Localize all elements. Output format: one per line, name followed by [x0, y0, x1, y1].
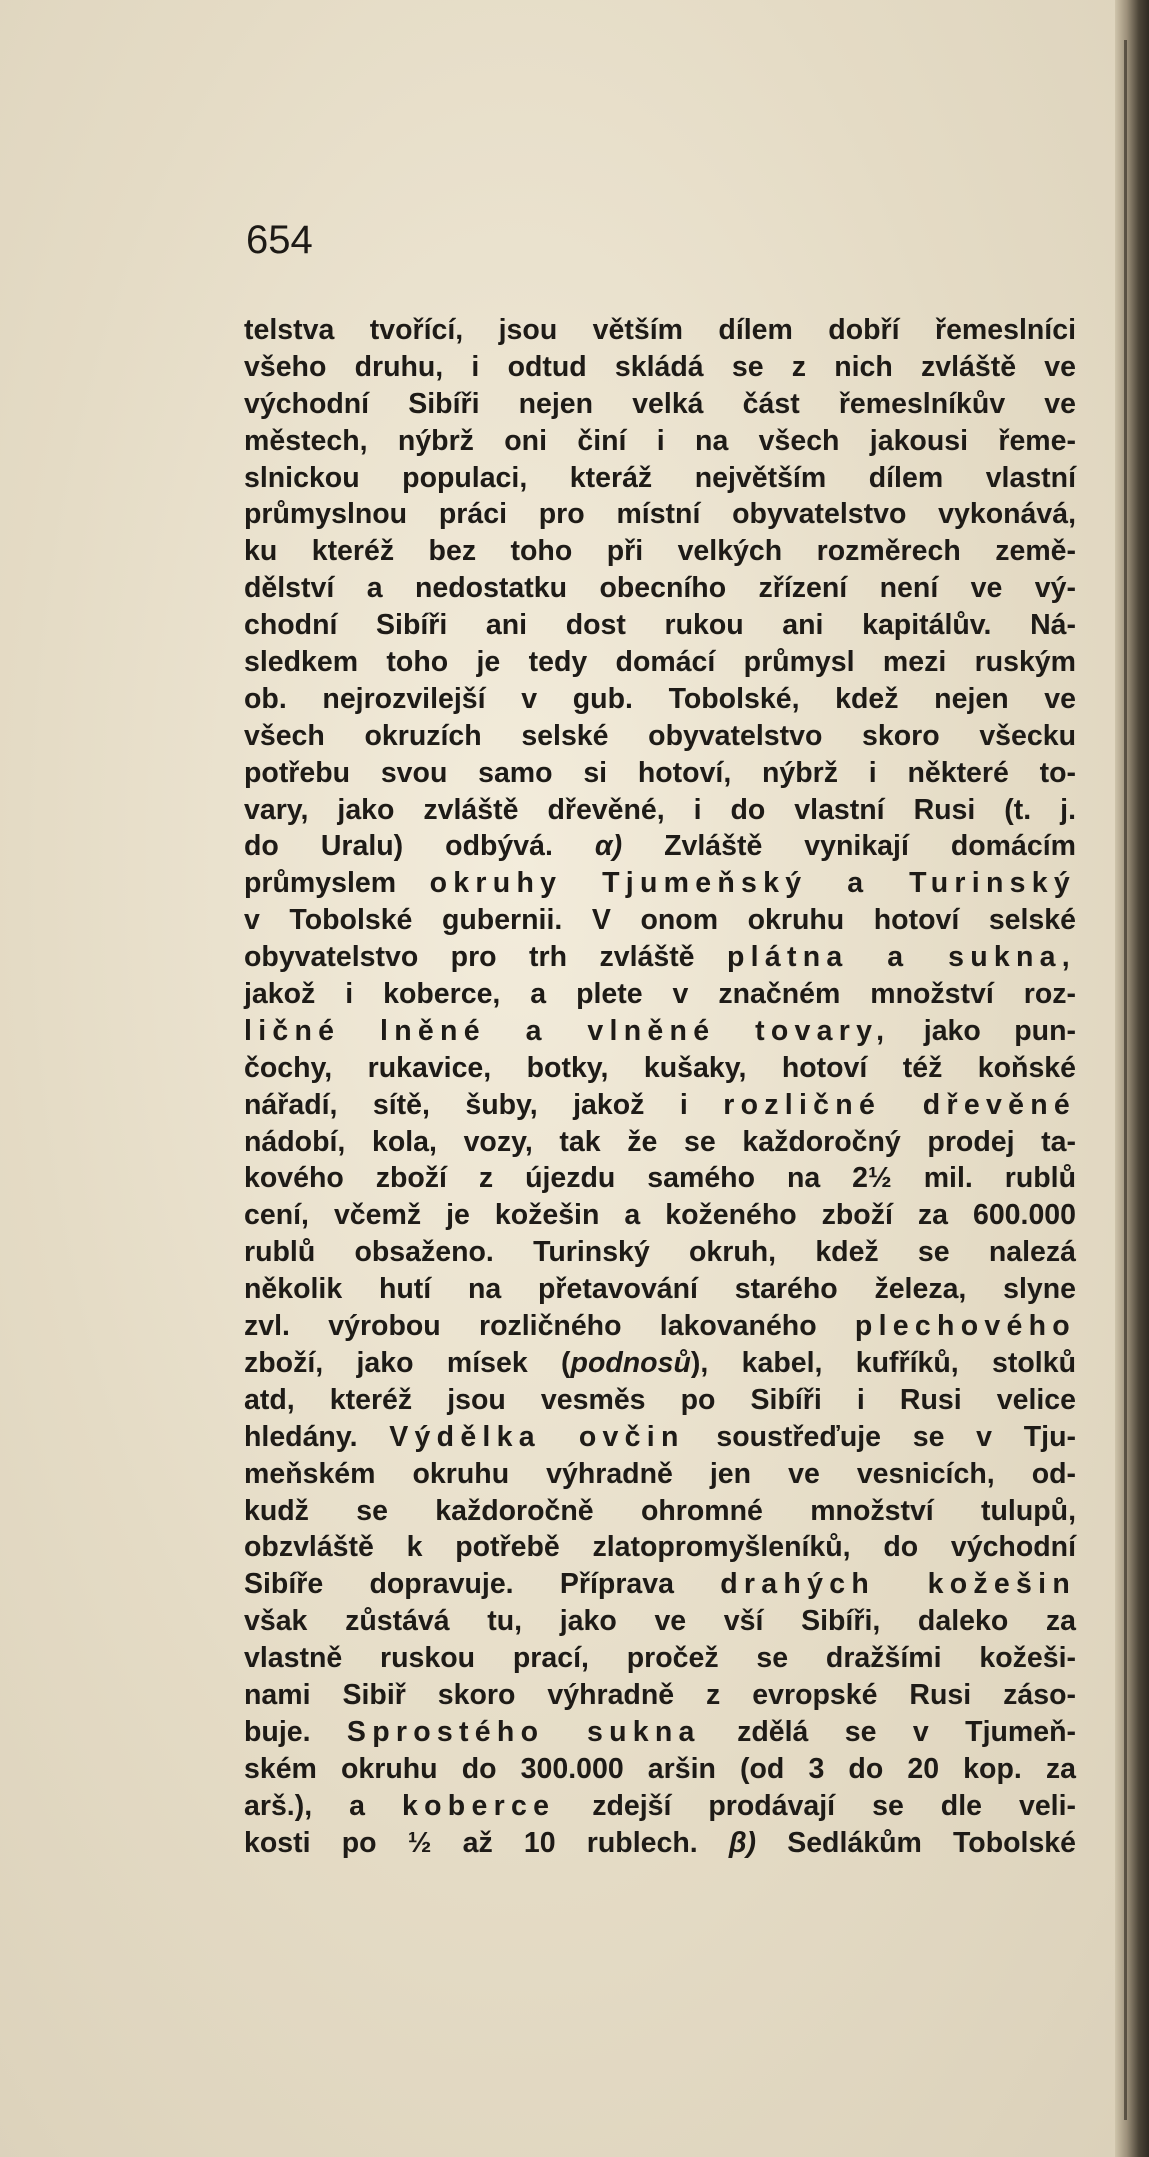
spaced-emphasis-text: ličné [244, 1014, 381, 1047]
text-segment: ku kteréž bez toho při velkých rozměrech země- [244, 535, 1076, 568]
text-segment: jakož i koberce, a plete v značném množství roz- [244, 978, 1076, 1011]
body-text [244, 312, 1076, 1861]
text-line [244, 460, 1076, 497]
text-segment: rublů obsaženo. Turinský okruh, kdež se nalezá [244, 1236, 1076, 1269]
text-line [244, 718, 1076, 755]
spaced-emphasis-text: okruhy Tjumeňský a Turinský [429, 867, 1076, 900]
text-segment: sledkem toho je tedy domácí průmysl mezi ruským [244, 646, 1076, 679]
text-line [244, 1456, 1076, 1493]
spaced-emphasis-text: lněné a vlněné tovary, [380, 1014, 891, 1047]
text-segment: atd, kteréž jsou vesměs po Sibíři i Rusi velice [244, 1383, 1076, 1416]
text-line [244, 312, 1076, 349]
text-segment: průmyslnou práci pro místní obyvatelstvo vykonává, [244, 498, 1076, 531]
text-line [244, 644, 1076, 681]
text-segment: vlastně ruskou prací, pročež se dražšími kožeši- [244, 1642, 1076, 1675]
text-line [244, 570, 1076, 607]
text-line [244, 1529, 1076, 1566]
text-segment: obzvláště k potřebě zlatopromyšleníků, do východní [244, 1531, 1076, 1564]
text-segment: ), kabel, kufříků, stolků [690, 1346, 1076, 1379]
text-line [244, 1714, 1076, 1751]
text-line [244, 755, 1076, 792]
text-segment: všeho druhu, i odtud skládá se z nich zvláště ve [244, 350, 1076, 383]
text-segment: arš.), a [244, 1789, 402, 1822]
text-line [244, 1825, 1076, 1862]
text-segment: čochy, rukavice, botky, kušaky, hotoví též koňské [244, 1051, 1076, 1084]
spaced-emphasis-text: Výdělka ovčin [389, 1420, 685, 1453]
text-line [244, 1566, 1076, 1603]
spaced-emphasis-text: rozličné dřevěné [723, 1088, 1076, 1121]
text-segment: obyvatelstvo pro trh zvláště [244, 941, 727, 974]
text-segment: průmyslem [244, 867, 430, 900]
text-segment: vary, jako zvláště dřevěné, i do vlastní Rusi (t. j. [244, 793, 1076, 826]
text-line [244, 1788, 1076, 1825]
text-segment: zvl. výrobou rozličného lakovaného [244, 1310, 855, 1343]
text-line [244, 533, 1076, 570]
text-line [244, 1640, 1076, 1677]
text-segment: do Uralu) odbývá. [244, 830, 595, 863]
text-line [244, 1308, 1076, 1345]
text-segment: Sedlákům Tobolské [756, 1826, 1076, 1859]
text-line [244, 1419, 1076, 1456]
text-segment: ob. nejrozvilejší v gub. Tobolské, kdež nejen ve [244, 682, 1076, 715]
text-segment: kudž se každoročně ohromné množství tulupů, [244, 1494, 1076, 1527]
text-segment: meňském okruhu výhradně jen ve vesnicích, od- [244, 1457, 1076, 1490]
text-line [244, 1124, 1076, 1161]
text-segment: ském okruhu do 300.000 aršin (od 3 do 20 kop. za [244, 1752, 1076, 1785]
text-segment: dělství a nedostatku obecního zřízení není ve vý- [244, 572, 1076, 605]
text-segment: kosti po ½ až 10 rublech. [244, 1826, 729, 1859]
text-segment: však zůstává tu, jako ve vší Sibíři, daleko za [244, 1605, 1076, 1638]
book-spine-shadow [1115, 0, 1149, 2157]
text-line [244, 607, 1076, 644]
text-line [244, 792, 1076, 829]
text-line [244, 1160, 1076, 1197]
text-segment: městech, nýbrž oni činí i na všech jakousi řeme- [244, 424, 1076, 457]
text-line [244, 1013, 1076, 1050]
text-segment: několik hutí na přetavování starého železa, slyne [244, 1273, 1076, 1306]
text-segment: chodní Sibíři ani dost rukou ani kapitálův. Ná- [244, 609, 1076, 642]
text-line [244, 1493, 1076, 1530]
text-line [244, 1345, 1076, 1382]
text-segment: nami Sibiř skoro výhradně z evropské Rusi záso- [244, 1678, 1076, 1711]
text-segment: nádobí, kola, vozy, tak že se každoročný prodej ta- [244, 1125, 1076, 1158]
spaced-emphasis-text: Sprostého sukna [346, 1715, 701, 1748]
text-line [244, 423, 1076, 460]
text-line [244, 1751, 1076, 1788]
spine-edge-line [1124, 40, 1127, 2120]
text-segment: kového zboží z újezdu samého na 2½ mil. rublů [244, 1162, 1076, 1195]
text-line [244, 1087, 1076, 1124]
spaced-emphasis-text: plechového [854, 1310, 1076, 1343]
text-segment: Zvláště vynikají domácím [622, 830, 1076, 863]
page-number: 654 [246, 218, 313, 262]
italic-text: podnosů [570, 1346, 691, 1379]
text-segment: zdejší prodávají se dle veli- [555, 1789, 1076, 1822]
text-segment: telstva tvořící, jsou větším dílem dobří řemeslníci [244, 314, 1076, 346]
text-line [244, 1603, 1076, 1640]
spaced-emphasis-text: plátna a sukna, [726, 941, 1076, 974]
text-segment: v Tobolské gubernii. V onom okruhu hotoví selské [244, 904, 1076, 937]
text-line [244, 496, 1076, 533]
text-line [244, 1234, 1076, 1271]
text-segment: zdělá se v Tjumeň- [700, 1715, 1076, 1748]
text-segment: nářadí, sítě, šuby, jakož i [244, 1088, 724, 1121]
text-line [244, 828, 1076, 865]
text-line [244, 681, 1076, 718]
italic-text: α) [594, 830, 623, 863]
text-segment: hledány. [244, 1420, 390, 1453]
text-line [244, 976, 1076, 1013]
text-segment: všech okruzích selské obyvatelstvo skoro všecku [244, 719, 1076, 752]
text-line [244, 386, 1076, 423]
text-line [244, 902, 1076, 939]
text-segment: soustřeďuje se v Tju- [684, 1420, 1076, 1453]
text-line [244, 939, 1076, 976]
text-segment: východní Sibíři nejen velká část řemeslníkův ve [244, 387, 1076, 420]
text-line [244, 1271, 1076, 1308]
text-segment: Sibíře dopravuje. Příprava [244, 1568, 721, 1601]
text-line [244, 1382, 1076, 1419]
text-line [244, 1677, 1076, 1714]
spaced-emphasis-text: koberce [401, 1789, 556, 1822]
text-line [244, 1197, 1076, 1234]
italic-text: β) [728, 1826, 757, 1859]
text-line [244, 865, 1076, 902]
text-segment: potřebu svou samo si hotoví, nýbrž i některé to- [244, 756, 1076, 789]
text-segment: buje. [244, 1715, 347, 1748]
text-segment: cení, včemž je kožešin a koženého zboží za 600.000 [244, 1199, 1076, 1232]
text-segment: slnickou populaci, kteráž největším dílem vlastní [244, 461, 1076, 494]
spaced-emphasis-text: drahých kožešin [720, 1568, 1076, 1601]
text-segment: jako pun- [890, 1014, 1076, 1047]
text-line [244, 349, 1076, 386]
text-line [244, 1050, 1076, 1087]
text-segment: zboží, jako mísek ( [244, 1346, 571, 1379]
